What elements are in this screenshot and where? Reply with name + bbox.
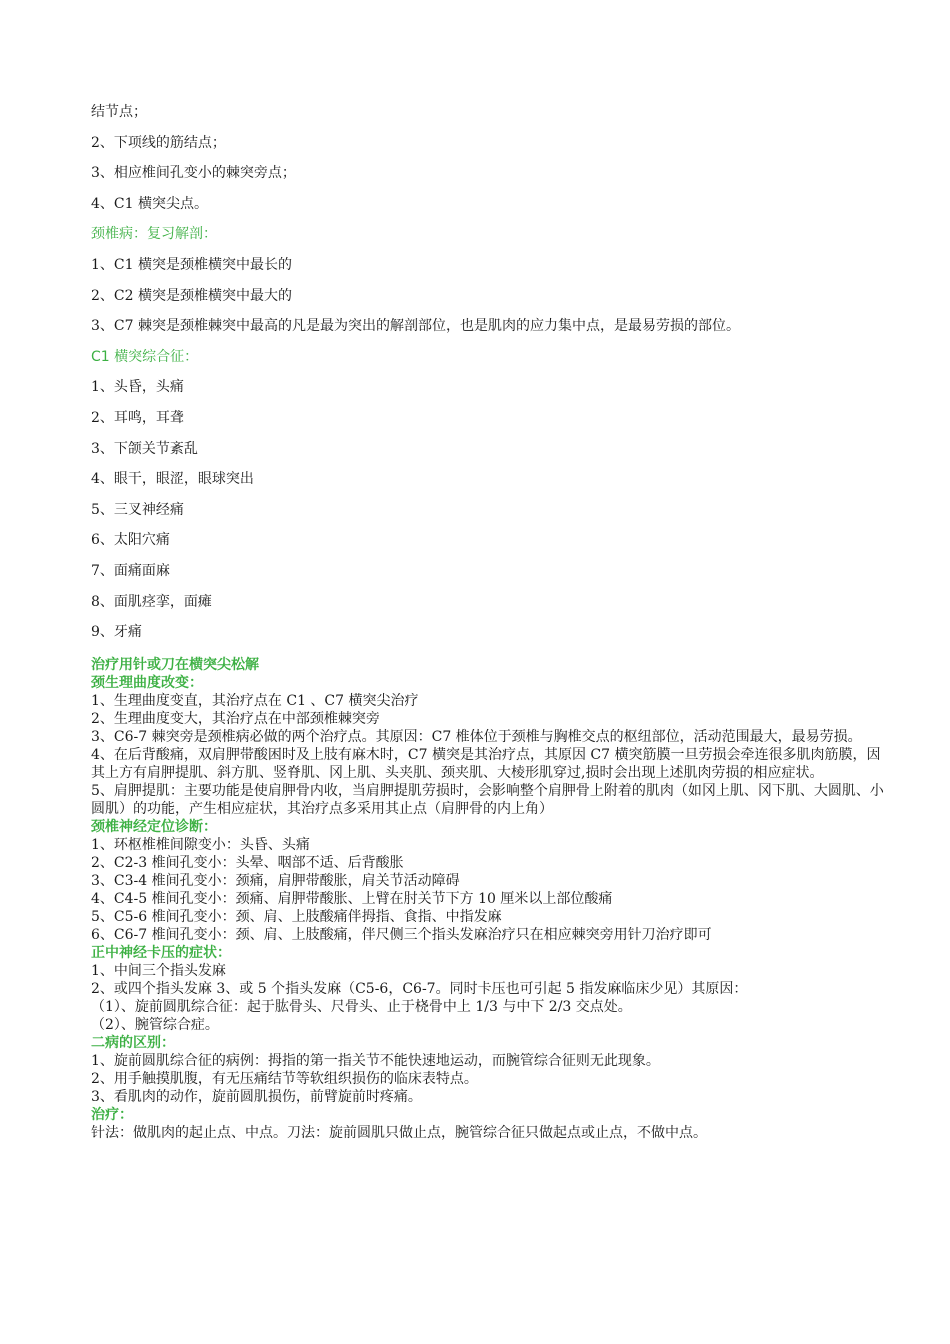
compact-section xyxy=(91,656,891,1142)
section-heading: 颈椎病：复习解剖： xyxy=(91,226,217,243)
text-line: 3、C3-4 椎间孔变小：颈痛，肩胛带酸胀，肩关节活动障碍 xyxy=(91,873,460,889)
list-item: 1、头昏，头痛 xyxy=(91,379,184,396)
list-item: 8、面肌痉挛，面瘫 xyxy=(91,593,212,610)
text-line: 2、C2 横突是颈椎横突中最大的 xyxy=(91,287,292,304)
text-line: （1）、旋前圆肌综合征：起于肱骨头、尺骨头、止于桡骨中上 1/3 与中下 2/3 交点处。 xyxy=(91,999,632,1015)
text-line: 结节点； xyxy=(91,104,147,120)
text-line: 针法：做肌肉的起止点、中点。刀法：旋前圆肌只做止点，腕管综合征只做起点或止点，不做中点。 xyxy=(91,1125,707,1141)
text-line: 1、环枢椎椎间隙变小：头昏、头痛 xyxy=(91,837,310,853)
text-line: 2、C2-3 椎间孔变小：头晕、咽部不适、后背酸胀 xyxy=(91,855,404,871)
section-heading: C1 横突综合征： xyxy=(91,348,199,365)
text-line: 2、生理曲度变大，其治疗点在中部颈椎棘突旁 xyxy=(91,711,380,727)
text-line: 2、下项线的筋结点； xyxy=(91,134,226,151)
text-line: 2、用手触摸肌腹，有无压痛结节等软组织损伤的临床表特点。 xyxy=(91,1071,478,1087)
text-line: 6、C6-7 椎间孔变小：颈、肩、上肢酸痛，伴尺侧三个指头发麻治疗只在相应棘突旁用针刀治疗即可 xyxy=(91,927,712,943)
section-heading: 二病的区别： xyxy=(91,1035,175,1051)
text-line: 1、生理曲度变直，其治疗点在 C1 、C7 横突尖治疗 xyxy=(91,693,419,709)
list-item: 6、太阳穴痛 xyxy=(91,532,170,549)
section-heading: 治疗： xyxy=(91,1107,133,1123)
text-line: 3、看肌肉的动作，旋前圆肌损伤，前臂旋前时疼痛。 xyxy=(91,1089,422,1105)
list-item: 7、面痛面麻 xyxy=(91,562,170,579)
paragraph: 4、在后背酸痛，双肩胛带酸困时及上肢有麻木时，C7 横突是其治疗点，其原因 C7 横突筋膜一旦劳损会牵连很多肌肉筋膜，因其上方有肩胛提肌、斜方肌、竖脊肌、冈上肌、头夹肌、颈夹肌、大棱形肌穿过,损时会出现上述肌肉劳损的相应症状。 xyxy=(91,747,881,781)
text-line: （2）、腕管综合症。 xyxy=(91,1017,219,1033)
list-item: 2、耳鸣，耳聋 xyxy=(91,409,184,426)
spaced-section xyxy=(91,102,881,653)
text-line: 2、或四个指头发麻 3、或 5 个指头发麻（C5-6，C6-7。同时卡压也可引起 5 指发麻临床少见）其原因： xyxy=(91,981,748,997)
text-line: 5、C5-6 椎间孔变小：颈、肩、上肢酸痛伴拇指、食指、中指发麻 xyxy=(91,909,502,925)
text-line: 3、相应椎间孔变小的棘突旁点； xyxy=(91,165,296,182)
section-heading: 颈椎神经定位诊断： xyxy=(91,819,217,835)
list-item: 4、眼干，眼涩，眼球突出 xyxy=(91,471,254,488)
text-line: 1、C1 横突是颈椎横突中最长的 xyxy=(91,256,292,273)
text-line: 1、旋前圆肌综合征的病例：拇指的第一指关节不能快速地运动，而腕管综合征则无此现象。 xyxy=(91,1053,660,1069)
section-heading: 治疗用针或刀在横突尖松解 xyxy=(91,657,259,673)
text-line: 4、C4-5 椎间孔变小：颈痛、肩胛带酸胀、上臂在肘关节下方 10 厘米以上部位酸痛 xyxy=(91,891,613,907)
paragraph: 5、肩胛提肌：主要功能是使肩胛骨内收，当肩胛提肌劳损时，会影响整个肩胛骨上附着的肌肉（如冈上肌、冈下肌、大圆肌、小圆肌）的功能，产生相应症状，其治疗点多采用其止点（肩胛骨的内上角） xyxy=(91,783,884,817)
text-line: 4、C1 横突尖点。 xyxy=(91,195,208,212)
text-line: 3、C7 棘突是颈椎棘突中最高的凡是最为突出的解剖部位，也是肌肉的应力集中点，是最易劳损的部位。 xyxy=(91,318,740,335)
list-item: 9、牙痛 xyxy=(91,624,142,641)
text-line: 1、中间三个指头发麻 xyxy=(91,963,226,979)
paragraph: 3、C6-7 棘突旁是颈椎病必做的两个治疗点。其原因：C7 椎体位于颈椎与胸椎交点的枢纽部位，活动范围最大，最易劳损。 xyxy=(91,729,862,745)
section-heading: 颈生理曲度改变： xyxy=(91,675,203,691)
list-item: 3、下颌关节紊乱 xyxy=(91,440,198,457)
section-heading: 正中神经卡压的症状： xyxy=(91,945,231,961)
list-item: 5、三叉神经痛 xyxy=(91,501,184,518)
